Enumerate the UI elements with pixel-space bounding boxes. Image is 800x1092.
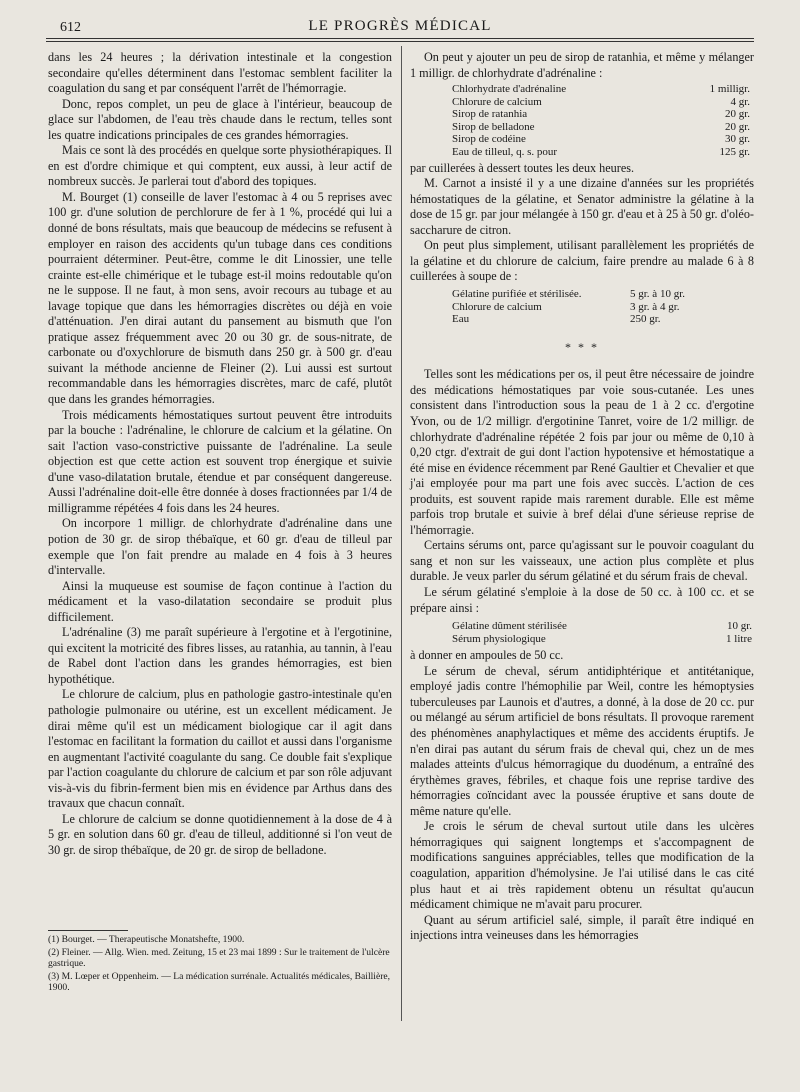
paragraph: Ainsi la muqueuse est soumise de façon continue à l'action du médicament et la vaso-dilatation secondaire se produit plus difficilement.	[48, 578, 392, 624]
paragraph: On peut plus simplement, utilisant parallèlement les propriétés de la gélatine et du chlorure de calcium, faire prendre au malade 6 à 8 cuillerées à soupe de :	[410, 238, 754, 284]
ingredient-qty: 125 gr.	[719, 146, 750, 159]
ingredient-qty: 1 milligr.	[709, 83, 750, 96]
prescription-line	[452, 288, 754, 301]
ingredient-name: Chlorure de calcium	[452, 300, 542, 313]
page-number: 612	[60, 20, 81, 35]
paragraph: Trois médicaments hémostatiques surtout peuvent être introduits par la bouche : l'adrénaline, le chlorure de calcium et la gélatine. On sait l'action vaso-constrictive puissante de l'adrénaline. La seule objection est que cette action est souvent trop énergique et suivie d'une vaso-dilatation brutale, étendue et par conséquent dangereuse. Aussi l'adrénaline doit-elle être donnée à doses fractionnées par 1/4 de milligramme répétées 4 fois dans les 24 heures.	[48, 407, 392, 515]
prescription-line	[452, 121, 754, 134]
paragraph: à donner en ampoules de 50 cc.	[410, 648, 564, 663]
ingredient-name: Chlorhydrate d'adrénaline	[452, 83, 567, 96]
prescription-gelatine	[452, 288, 754, 326]
paragraph: Certains sérums ont, parce qu'agissant sur le pouvoir coagulant du sang et non sur les vaisseaux, une action plus complète et plus durable. Je veux parler du sérum gélatiné et du sérum frais de cheval.	[410, 538, 754, 584]
prescription-line	[452, 83, 754, 96]
prescription-adrenaline	[452, 83, 754, 159]
ingredient-name: Eau de tilleul, q. s. pour	[452, 146, 558, 159]
ingredient-qty: 250 gr.	[630, 313, 661, 326]
ingredient-qty: 5 gr. à 10 gr.	[630, 288, 685, 301]
paragraph: Donc, repos complet, un peu de glace à l'intérieur, beaucoup de glace sur l'abdomen, de l'eau très chaude dans le rectum, telles sont les quatre indications principales de ces grandes hémorragies.	[48, 96, 392, 142]
ingredient-name: Eau	[452, 313, 470, 326]
ingredient-name: Sirop de ratanhia	[452, 108, 528, 121]
ingredient-name: Sirop de belladone	[452, 120, 535, 133]
section-separator-stars: * * *	[565, 339, 599, 354]
paragraph: Le chlorure de calcium se donne quotidiennement à la dose de 4 à 5 gr. en solution dans 60 gr. d'eau de tilleul, additionné si l'on veut de 30 gr. de sirop thébaïque, de 20 gr. de sirop de belladone.	[48, 811, 392, 857]
ingredient-qty: 1 litre	[726, 632, 752, 645]
footnote: (1) Bourget. — Therapeutische Monatshefte, 1900.	[48, 934, 245, 945]
prescription-line	[452, 633, 754, 646]
paragraph: Le sérum gélatiné s'emploie à la dose de 50 cc. à 100 cc. et se prépare ainsi :	[410, 585, 754, 615]
header-rule-double	[46, 41, 754, 42]
paragraph: dans les 24 heures ; la dérivation intestinale et la congestion secondaire qu'elles déterminent dans l'estomac semblent faciliter la coagulation du sang et par conséquent l'arrêt de l'hémorragie.	[48, 50, 392, 96]
left-column	[48, 50, 392, 858]
footnote: (2) Fleiner. — Allg. Wien. med. Zeitung, 15 et 23 mai 1899 : Sur le traitement de l'ulcère gastrique.	[48, 946, 390, 970]
ingredient-name: Gélatine dûment stérilisée	[452, 620, 567, 633]
paragraph: L'adrénaline (3) me paraît supérieure à l'ergotine et à l'ergotinine, qui excitent la motricité des fibres lisses, au ratanhia, au tannin, à l'eau de Rabel dont l'action dans les grandes hémorragies, est bien hypothétique.	[48, 625, 392, 686]
prescription-line	[452, 313, 754, 326]
paragraph: Le chlorure de calcium, plus en pathologie gastro-intestinale qu'en pathologie pulmonaire ou utérine, est un excellent médicament. Je dirai même qu'il est un médicament biologique car il agit dans l'estomac en facilitant la formation du caillot et aussi dans l'organisme en augmentant l'activité coagulante du sang. Ce double fait s'explique par l'action coagulante du chlorure de calcium et par son rôle adjuvant vis-à-vis du fibrin-ferment bien mis en évidence par Arthus dans des travaux que chacun connaît.	[48, 687, 392, 811]
ingredient-qty: 20 gr.	[724, 108, 750, 121]
paragraph: M. Carnot a insisté il y a une dizaine d'années sur les propriétés hémostatiques de la gélatine, et Senator administre la gélatine à la dose de 15 gr. par jour mélangée à 150 gr. d'eau et à 25 à 50 gr. d'oléo-saccharure de citron.	[410, 176, 754, 237]
paragraph: Je crois le sérum de cheval surtout utile dans les ulcères hémorragiques qui saignent longtemps et s'accompagnent de modifications sanguines appréciables, telles que modification de la coagulation, apparition d'hémolysine. Je l'ai utilisé dans le cas cité plus haut et ai très rapidement obtenu un résultat qu'aucun médicament chimique ne m'avait paru procurer.	[410, 819, 754, 912]
ingredient-name: Sérum physiologique	[452, 632, 546, 645]
ingredient-name: Sirop de codéine	[452, 133, 526, 146]
ingredient-name: Gélatine purifiée et stérilisée.	[452, 288, 582, 301]
paragraph: M. Bourget (1) conseille de laver l'estomac à 4 ou 5 reprises avec 100 gr. d'une solution de perchlorure de fer à 1 %, procédé qui lui a donné de bons résultats, mais que beaucoup de médecins se refusent à employer en raison des accidents qu'un tubage dans ces conditions pourraient déterminer. Peut-être, comme le dit Linossier, une telle crainte est-elle chimérique et le tubage est-il moins redoutable qu'on ne le suppose. Il ne faut, à mon sens, avoir recours au tubage et au lavage topique que dans les hémorragies discrètes ou déjà en voie d'atténuation. J'en dirai autant du pansement au bismuth que l'on pratique assez fréquemment avec 20 ou 30 gr. de sous-nitrate, de carbonate ou d'oxychlorure de bismuth dans 250 gr. à 500 gr. d'eau suivant la méthode ancienne de Fleiner (2). Lui aussi est surtout recommandable dans les hémorragies discrètes, marc de café, plutôt que dans les grandes hémorragies.	[48, 189, 392, 407]
paragraph: Mais ce sont là des procédés en quelque sorte physiothérapiques. Il en est d'ordre chimique et qui comptent, eux aussi, à leur actif de nombreux succès. Je parlerai tout d'abord des topiques.	[48, 143, 392, 189]
ingredient-qty: 30 gr.	[724, 133, 750, 146]
footnotes	[48, 934, 392, 995]
running-header-title: LE PROGRÈS MÉDICAL	[308, 18, 492, 34]
paragraph: On peut y ajouter un peu de sirop de ratanhia, et même y mélanger 1 milligr. de chlorhydrate d'adrénaline :	[410, 50, 754, 80]
paragraph: Le sérum de cheval, sérum antidiphtérique et antitétanique, employé jadis contre l'hémophilie par Weil, contre les hémoptysies tuberculeuses par Launois et d'autres, a donné, à la dose de 20 cc. pur ou mélangé au sérum artificiel de bons résultats. Il provoque rarement des phénomènes anaphylactiques et même des accidents éruptifs. Je n'en dirai pas autant du sérum frais de cheval qui, chez un de mes malades atteints d'ulcus hémorragique du duodénum, a entraîné des érythèmes graves, fébriles, et chaque fois une reprise tardive des hémorragies coïncidant avec la poussée éruptive et sans doute de même nature qu'elle.	[410, 663, 754, 818]
column-divider	[401, 46, 402, 1021]
prescription-line	[452, 301, 754, 314]
paragraph: On incorpore 1 milligr. de chlorhydrate d'adrénaline dans une potion de 30 gr. de sirop thébaïque, et 60 gr. d'eau de tilleul par exemple que l'on fait prendre au malade en 4 fois à 3 heures d'intervalle.	[48, 516, 392, 578]
prescription-line	[452, 96, 754, 109]
right-column	[410, 50, 754, 944]
paragraph: par cuillerées à dessert toutes les deux heures.	[410, 160, 635, 175]
ingredient-qty: 20 gr.	[724, 120, 750, 133]
ingredient-qty: 10 gr.	[726, 620, 752, 633]
paragraph: Quant au sérum artificiel salé, simple, il paraît être indiqué en injections intra veineuses dans les hémorragies	[410, 912, 754, 943]
footnote-rule	[48, 930, 128, 931]
prescription-line	[452, 146, 754, 159]
ingredient-name: Chlorure de calcium	[452, 95, 542, 108]
header-rule	[46, 38, 754, 39]
prescription-serum-gelatine	[452, 620, 754, 645]
prescription-line	[452, 620, 754, 633]
ingredient-qty: 3 gr. à 4 gr.	[630, 300, 680, 313]
ingredient-qty: 4 gr.	[730, 95, 750, 108]
paragraph: Telles sont les médications per os, il peut être nécessaire de joindre des médications hémostatiques par voie sous-cutanée. Les unes consistent dans l'introduction sous la peau de 1 à 2 cc. d'ergotine Yvon, ou de 1/2 milligr. d'ergotinine Tanret, voire de 1/2 milligr. de chlorhydrate d'adrénaline répétée 2 fois par jour ou même de 0,10 à 0,20 ctgr. d'extrait de gui dont l'action hypotensive et hémostatique a été mise en évidence récemment par René Gaultier et Chevalier et que j'ai employée pour ma part une fois avec succès. L'action de ces produits, est souvent rapide mais rarement durable. Elle est même parfois trop brutale et suivie à bref délai d'une sérieuse reprise de l'hémorragie.	[410, 367, 754, 537]
prescription-line	[452, 133, 754, 146]
prescription-line	[452, 108, 754, 121]
footnote: (3) M. Lœper et Oppenheim. — La médication surrénale. Actualités médicales, Baillière, 1900.	[48, 970, 391, 994]
